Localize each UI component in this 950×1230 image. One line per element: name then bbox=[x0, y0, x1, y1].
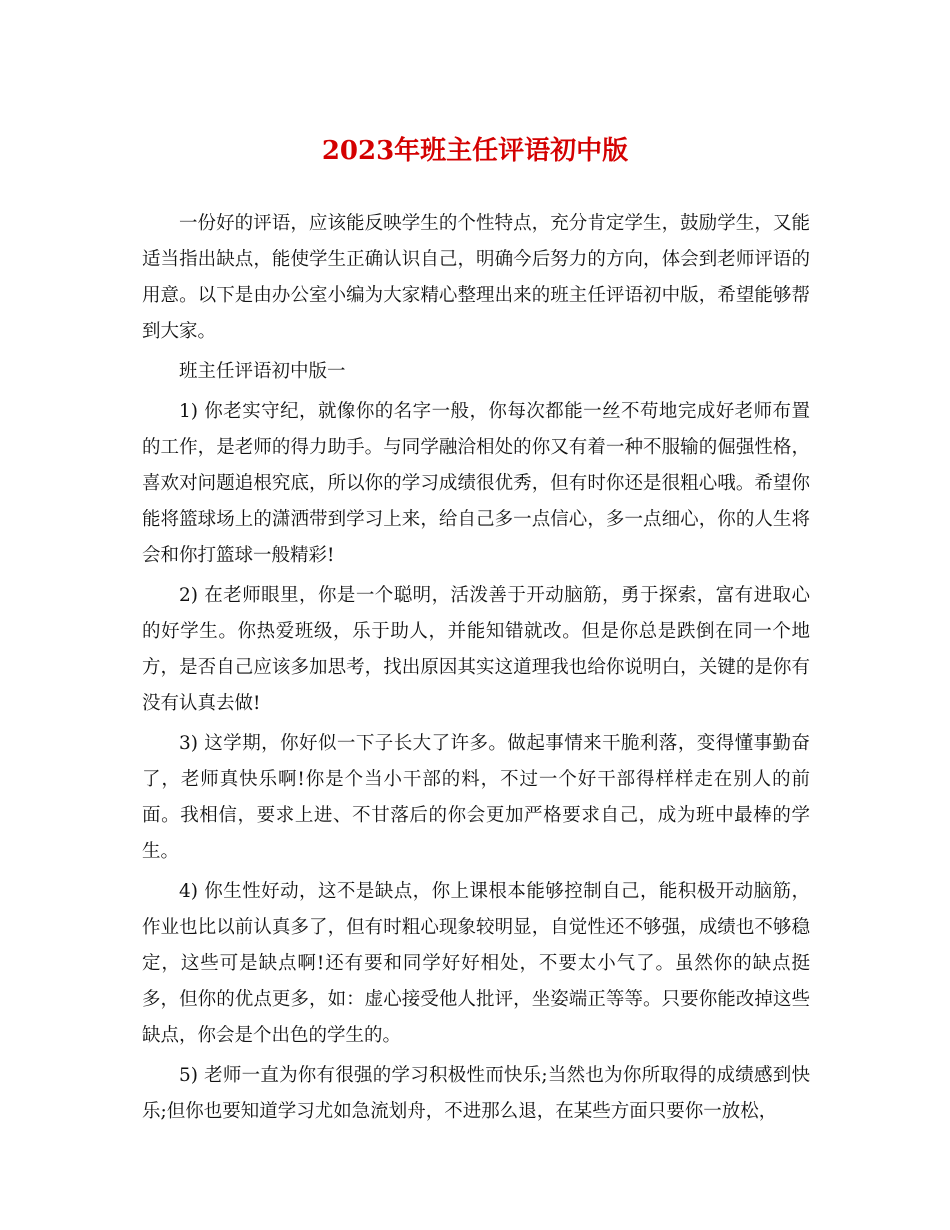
comment-paragraph-5: 5) 老师一直为你有很强的学习积极性而快乐;当然也为你所取得的成绩感到快乐;但你也要知道学习尤如急流划舟，不进那么退，在某些方面只要你一放松， bbox=[142, 1065, 810, 1122]
document-body bbox=[142, 206, 810, 1130]
document-title: 2023年班主任评语初中版 bbox=[321, 136, 629, 166]
comment-paragraph-1: 1) 你老实守纪，就像你的名字一般，你每次都能一丝不苟地完成好老师布置的工作，是老师的得力助手。与同学融洽相处的你又有着一种不服输的倔强性格，喜欢对问题追根究底，所以你的学习成绩很优秀，但有时你还是很粗心哦。希望你能将篮球场上的潇洒带到学习上来，给自己多一点信心，多一点细心，你的人生将会和你打篮球一般精彩! bbox=[142, 401, 810, 566]
comment-paragraph-3: 3) 这学期，你好似一下子长大了许多。做起事情来干脆利落，变得懂事勤奋了，老师真快乐啊!你是个当小干部的料，不过一个好干部得样样走在别人的前面。我相信，要求上进、不甘落后的你会更加严格要求自己，成为班中最棒的学生。 bbox=[142, 733, 810, 862]
section-heading: 班主任评语初中版一 bbox=[179, 361, 346, 382]
intro-paragraph: 一份好的评语，应该能反映学生的个性特点，充分肯定学生，鼓励学生，又能适当指出缺点，能使学生正确认识自己，明确今后努力的方向，体会到老师评语的用意。以下是由办公室小编为大家精心整理出来的班主任评语初中版，希望能够帮到大家。 bbox=[142, 213, 810, 342]
comment-paragraph-4: 4) 你生性好动，这不是缺点，你上课根本能够控制自己，能积极开动脑筋，作业也比以前认真多了，但有时粗心现象较明显，自觉性还不够强，成绩也不够稳定，这些可是缺点啊!还有要和同学好好相处，不要太小气了。虽然你的缺点挺多，但你的优点更多，如：虚心接受他人批评，坐姿端正等等。只要你能改掉这些缺点，你会是个出色的学生的。 bbox=[142, 881, 810, 1046]
comment-paragraph-2: 2) 在老师眼里，你是一个聪明，活泼善于开动脑筋，勇于探索，富有进取心的好学生。你热爱班级，乐于助人，并能知错就改。但是你总是跌倒在同一个地方，是否自己应该多加思考，找出原因其实这道理我也给你说明白，关键的是你有没有认真去做! bbox=[142, 585, 810, 714]
